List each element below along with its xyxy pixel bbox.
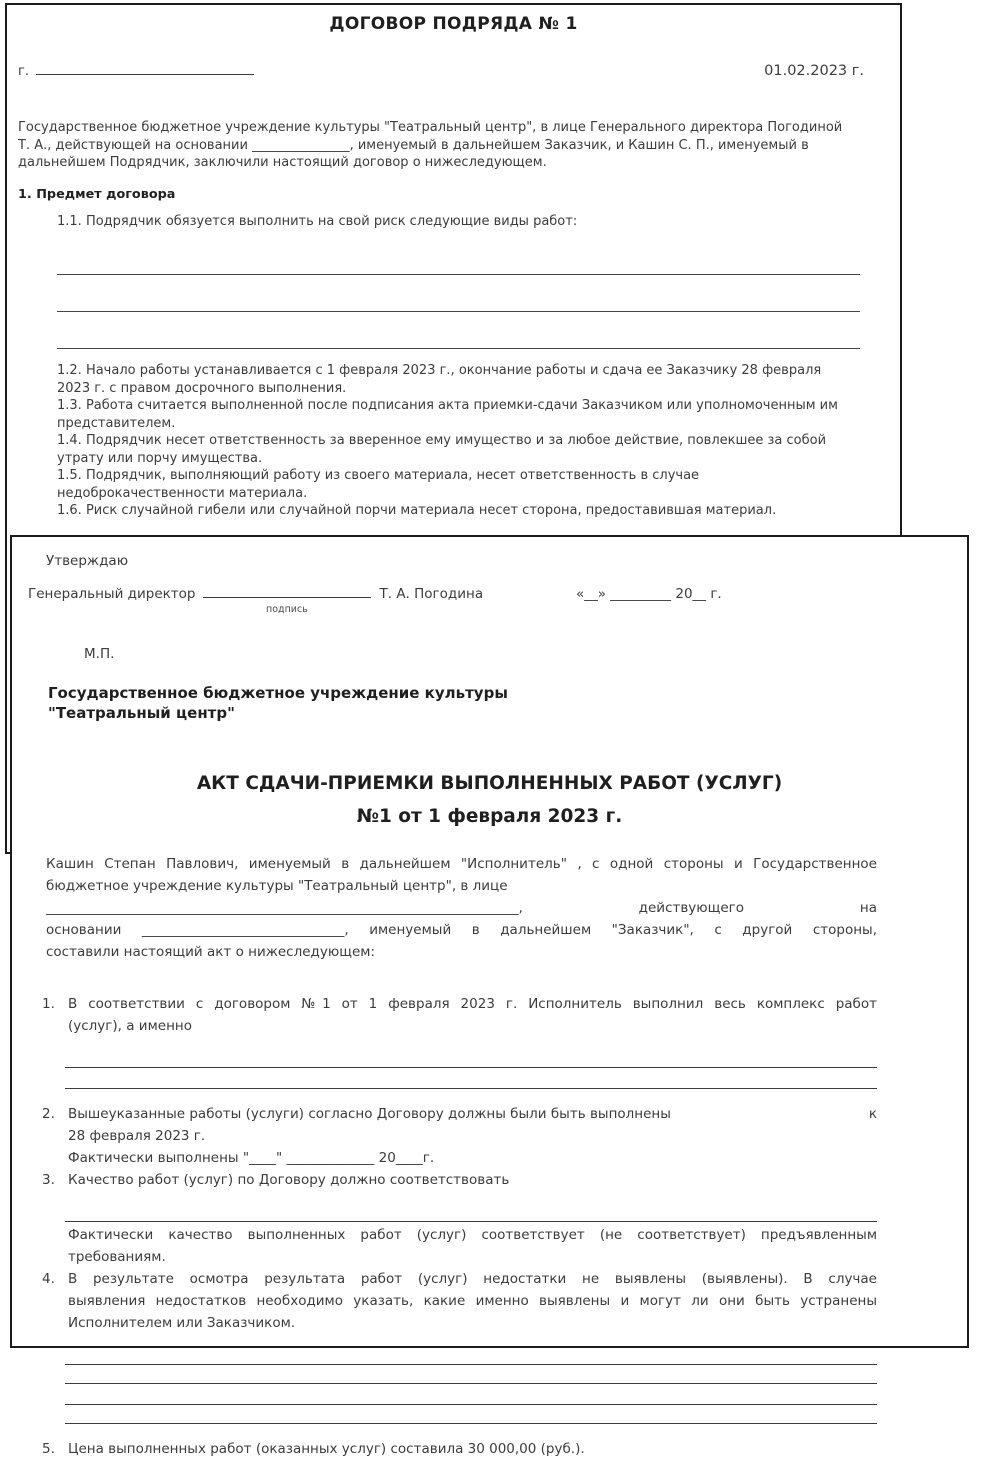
signature-caption: подпись [266, 604, 308, 615]
act-item-number: 4. [42, 1271, 55, 1287]
act-item-text: 28 февраля 2023 г. [68, 1128, 206, 1144]
contract-clauses [57, 362, 850, 520]
act-item-text: Фактически качество выполненных работ (услуг) соответствует (не соответствует) предъявленным [68, 1227, 877, 1243]
director-label: Генеральный директор [28, 586, 196, 602]
approve-label: Утверждаю [46, 553, 129, 569]
act-title: АКТ СДАЧИ-ПРИЕМКИ ВЫПОЛНЕННЫХ РАБОТ (УСЛУГ) [196, 773, 783, 794]
act-item-text: Качество работ (услуг) по Договору должно соответствовать [68, 1172, 510, 1188]
act-intro-line: бюджетное учреждение культуры "Театральный центр", в лице [46, 878, 508, 894]
contract-section-1-heading: 1. Предмет договора [18, 186, 176, 202]
act-intro-paragraph [46, 853, 877, 963]
act-item-text: требованиям. [68, 1249, 166, 1265]
act-item-text: Цена выполненных работ (оказанных услуг) составила 30 000,00 (руб.). [68, 1441, 585, 1457]
act-blank-line [65, 1203, 877, 1222]
stamp-label: М.П. [84, 646, 115, 662]
act-blank-line [65, 1346, 877, 1365]
act-item-text-main: Вышеуказанные работы (услуги) согласно Договору должны были быть выполнены [68, 1106, 671, 1122]
contract-city-date-row [18, 61, 864, 79]
act-approve-date-blank: «__» _________ 20__ г. [576, 586, 722, 602]
act-item-fact-line: Фактически выполнены "____" _____________ 20____г. [68, 1150, 435, 1166]
director-signature-row [28, 583, 967, 629]
act-item-text: (услуг), а именно [68, 1018, 192, 1034]
act-item-3 [42, 1169, 877, 1268]
act-item-2 [42, 1103, 877, 1169]
contract-clause: 1.3. Работа считается выполненной после подписания акта приемки-сдачи Заказчиком или уполномоченным им представителем. [57, 398, 838, 431]
city-prefix-label: г. [18, 64, 29, 79]
contract-clause-1-1: 1.1. Подрядчик обязуется выполнить на свой риск следующие виды работ: [57, 213, 578, 229]
act-item-number: 1. [42, 996, 55, 1012]
contract-blank-line [57, 312, 860, 349]
act-intro-line: составили настоящий акт о нижеследующем: [46, 944, 375, 960]
director-name: Т. А. Погодина [379, 586, 484, 602]
act-item-text: В соответствии с договором №1 от 1 февраля 2023 г. Исполнитель выполнил весь комплекс работ [68, 996, 877, 1012]
contract-clause: 1.4. Подрядчик несет ответственность за вверенное ему имущество и за любое действие, повлекшее за собой утрату или порчу имущества. [57, 433, 827, 466]
act-intro-line-with-blank: ______________________________________________________________________, действующего на [46, 900, 877, 916]
act-subtitle: №1 от 1 февраля 2023 г. [356, 806, 623, 827]
signature-blank-line [203, 584, 371, 598]
contract-blank-line [57, 275, 860, 312]
organization-name [48, 683, 877, 723]
act-item-text: выявления недостатков необходимо указать, какие именно выявлены и могут ли они быть устранены [68, 1293, 877, 1309]
city-field [18, 61, 254, 79]
act-item-text: Исполнителем или Заказчиком. [68, 1315, 296, 1331]
act-items-list [42, 993, 877, 1460]
act-item-number: 2. [42, 1106, 55, 1122]
act-blank-line [65, 1068, 877, 1089]
contract-clause: 1.2. Начало работы устанавливается с 1 февраля 2023 г., окончание работы и сдача ее Заказчику 28 февраля 2023 г. с правом досрочного выполнения. [57, 363, 822, 396]
act-item-number: 3. [42, 1172, 55, 1188]
act-item-number: 5. [42, 1441, 55, 1457]
contract-blank-line [57, 230, 860, 275]
contract-clause: 1.6. Риск случайной гибели или случайной порчи материала несет сторона, предоставившая материал. [57, 503, 777, 518]
act-item-5 [42, 1438, 877, 1460]
act-blank-line [65, 1365, 877, 1384]
act-item-1 [42, 993, 877, 1089]
act-page [10, 535, 969, 1457]
act-intro-line-with-blank: основании ______________________________, именуемый в дальнейшем "Заказчик", с другой стороны, [46, 922, 877, 938]
contract-date: 01.02.2023 г. [764, 63, 864, 79]
act-item-4 [42, 1268, 877, 1424]
contract-intro-paragraph: Государственное бюджетное учреждение культуры "Театральный центр", в лице Генерального директора Погодиной Т. А., действующей на основании _______________, именуемый в дальнейшем Заказчик, и Кашин С. П., именуемый в дальнейшем Подрядчик, заключили настоящий договор о нижеследующем. [18, 120, 843, 170]
act-item-text [68, 1103, 877, 1125]
organization-name-line1: Государственное бюджетное учреждение культуры [48, 684, 508, 702]
act-blank-line [65, 1047, 877, 1068]
act-intro-line: Кашин Степан Павлович, именуемый в дальнейшем "Исполнитель" , с одной стороны и Государственное [46, 856, 877, 872]
contract-title: ДОГОВОР ПОДРЯДА № 1 [329, 14, 578, 34]
act-item-text-end: к [868, 1106, 877, 1122]
contract-clause: 1.5. Подрядчик, выполняющий работу из своего материала, несет ответственность в случае недоброкачественности материала. [57, 468, 700, 501]
act-blank-line [65, 1405, 877, 1424]
act-item-text: В результате осмотра результата работ (услуг) недостатки не выявлены (выявлены). В случае [68, 1271, 877, 1287]
act-blank-line [65, 1384, 877, 1405]
city-blank-line [36, 61, 254, 75]
organization-name-line2: "Театральный центр" [48, 704, 235, 722]
